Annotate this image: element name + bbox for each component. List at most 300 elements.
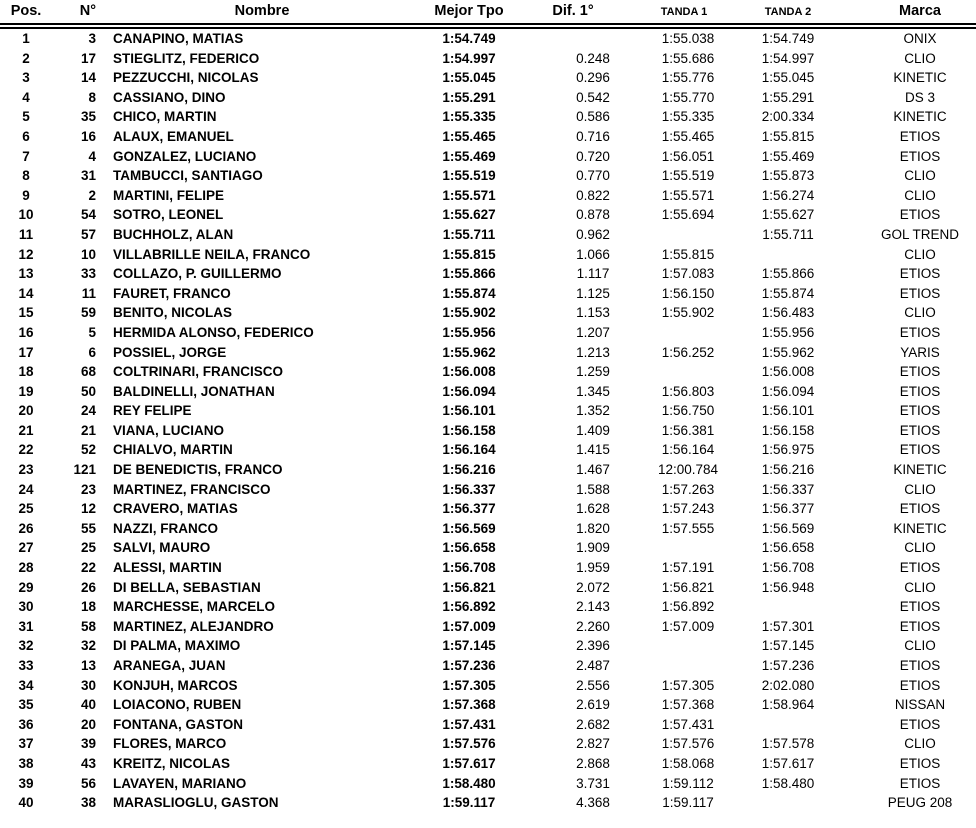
cell-session2-time: 1:56.377	[761, 501, 815, 517]
cell-position: 13	[18, 266, 34, 282]
cell-car-brand: CLIO	[904, 187, 936, 203]
cell-gap-to-first: 2.072	[576, 579, 610, 595]
cell-car-brand: YARIS	[900, 344, 940, 360]
cell-session1-time: 1:59.117	[662, 795, 714, 811]
cell-car-brand: ETIOS	[899, 266, 941, 282]
cell-session2-time: 1:56.975	[761, 442, 815, 458]
cell-position: 4	[22, 89, 30, 105]
table-row	[0, 676, 976, 696]
cell-car-brand: ONIX	[903, 31, 937, 46]
cell-position: 28	[18, 560, 34, 576]
cell-driver-name: FONTANA, GASTON	[113, 716, 243, 732]
cell-gap-to-first: 1.909	[576, 540, 610, 556]
cell-session2-time: 1:55.815	[761, 128, 815, 144]
cell-gap-to-first: 1.117	[576, 266, 610, 282]
table-row	[0, 245, 976, 265]
cell-session2-time: 1:56.483	[761, 305, 815, 321]
col-header-brand: Marca	[840, 0, 976, 26]
table-row	[0, 382, 976, 402]
table-row	[0, 460, 976, 480]
cell-car-number: 26	[80, 579, 96, 595]
cell-best-time: 1:56.008	[442, 364, 496, 380]
cell-driver-name: CASSIANO, DINO	[113, 89, 226, 105]
cell-gap-to-first: 1.628	[576, 501, 610, 517]
table-row	[0, 774, 976, 794]
cell-car-brand: ETIOS	[899, 775, 941, 791]
cell-car-number: 20	[80, 716, 96, 732]
cell-gap-to-first: 4.368	[576, 795, 610, 811]
cell-session1-time: 1:57.368	[661, 697, 715, 713]
cell-session2-time: 1:55.962	[761, 344, 815, 360]
cell-gap-to-first: 0.822	[576, 187, 610, 203]
table-row	[0, 715, 976, 735]
cell-car-number: 56	[80, 775, 96, 791]
cell-gap-to-first: 0.720	[576, 148, 610, 164]
cell-session2-time: 1:55.711	[762, 226, 814, 242]
cell-position: 5	[22, 109, 30, 125]
cell-driver-name: PEZZUCCHI, NICOLAS	[113, 70, 259, 86]
cell-car-number: 16	[80, 128, 96, 144]
cell-best-time: 1:55.962	[442, 344, 496, 360]
cell-position: 39	[18, 775, 34, 791]
cell-car-brand: CLIO	[904, 168, 936, 184]
cell-car-brand: PEUG 208	[887, 795, 953, 811]
cell-driver-name: MARTINEZ, ALEJANDRO	[113, 618, 274, 634]
cell-session2-time	[736, 715, 840, 735]
cell-driver-name: BALDINELLI, JONATHAN	[113, 383, 275, 399]
cell-session1-time: 1:56.252	[661, 344, 715, 360]
table-row	[0, 754, 976, 774]
cell-car-number: 17	[80, 50, 96, 66]
table-row	[0, 597, 976, 617]
table-row	[0, 88, 976, 108]
table-row	[0, 205, 976, 225]
cell-driver-name: COLTRINARI, FRANCISCO	[113, 364, 283, 380]
cell-car-brand: ETIOS	[899, 285, 941, 301]
cell-position: 35	[18, 697, 34, 713]
cell-car-brand: ETIOS	[899, 324, 941, 340]
cell-best-time: 1:54.997	[442, 50, 496, 66]
cell-position: 23	[18, 462, 34, 478]
cell-car-brand: ETIOS	[899, 383, 941, 399]
cell-driver-name: LOIACONO, RUBEN	[113, 697, 242, 713]
cell-session1-time: 1:57.431	[661, 716, 715, 732]
cell-car-brand: ETIOS	[899, 364, 941, 380]
cell-car-number: 40	[80, 697, 96, 713]
cell-gap-to-first: 0.770	[576, 168, 610, 184]
cell-driver-name: VIANA, LUCIANO	[113, 422, 224, 438]
cell-session1-time	[632, 636, 736, 656]
cell-session2-time: 1:56.337	[761, 481, 815, 497]
cell-best-time: 1:58.480	[442, 775, 496, 791]
cell-car-brand: ETIOS	[899, 128, 941, 144]
cell-session2-time: 1:56.158	[761, 422, 815, 438]
cell-session2-time: 1:57.578	[761, 736, 815, 752]
cell-session2-time: 1:55.045	[761, 70, 815, 86]
cell-gap-to-first: 2.487	[576, 658, 610, 673]
cell-best-time: 1:55.291	[442, 89, 496, 105]
cell-car-number: 43	[80, 755, 96, 771]
cell-session1-time: 1:55.776	[661, 70, 715, 86]
cell-session2-time: 1:58.964	[761, 697, 815, 713]
cell-driver-name: COLLAZO, P. GUILLERMO	[113, 266, 282, 282]
cell-driver-name: CHICO, MARTIN	[113, 109, 217, 125]
table-row	[0, 480, 976, 500]
cell-car-brand: KINETIC	[893, 520, 947, 536]
cell-best-time: 1:57.009	[442, 618, 496, 634]
cell-session2-time: 2:02.080	[761, 677, 815, 693]
cell-position: 34	[18, 677, 34, 693]
cell-gap-to-first: 1.820	[576, 520, 610, 536]
table-row	[0, 421, 976, 441]
cell-session2-time: 1:56.216	[761, 462, 815, 478]
cell-driver-name: ARANEGA, JUAN	[113, 658, 226, 673]
cell-position: 37	[18, 736, 34, 752]
cell-car-number: 5	[88, 324, 96, 340]
cell-car-number: 14	[80, 70, 96, 86]
cell-session1-time: 1:58.068	[661, 755, 715, 771]
table-row	[0, 186, 976, 206]
cell-position: 6	[22, 128, 30, 144]
cell-session1-time: 1:56.750	[661, 403, 715, 419]
cell-best-time: 1:56.094	[442, 383, 496, 399]
cell-position: 11	[18, 226, 34, 242]
cell-session1-time: 1:56.821	[661, 579, 715, 595]
cell-driver-name: STIEGLITZ, FEDERICO	[113, 50, 260, 66]
cell-best-time: 1:56.337	[442, 481, 496, 497]
table-row	[0, 617, 976, 637]
cell-best-time: 1:57.431	[442, 716, 496, 732]
cell-best-time: 1:55.874	[442, 285, 496, 301]
cell-gap-to-first: 1.588	[576, 481, 610, 497]
cell-driver-name: TAMBUCCI, SANTIAGO	[113, 168, 263, 184]
cell-car-brand: ETIOS	[899, 755, 941, 771]
cell-car-brand: KINETIC	[893, 70, 947, 86]
table-row	[0, 166, 976, 186]
cell-best-time: 1:55.335	[442, 109, 496, 125]
cell-car-number: 55	[80, 520, 96, 536]
cell-best-time: 1:59.117	[442, 795, 496, 811]
cell-driver-name: NAZZI, FRANCO	[113, 520, 218, 536]
cell-session1-time: 1:57.576	[661, 736, 715, 752]
table-row	[0, 538, 976, 558]
table-row	[0, 264, 976, 284]
cell-session1-time: 1:55.335	[661, 109, 715, 125]
cell-session2-time: 1:54.997	[761, 50, 815, 66]
cell-driver-name: HERMIDA ALONSO, FEDERICO	[113, 324, 314, 340]
cell-position: 18	[18, 364, 34, 380]
cell-best-time: 1:57.617	[442, 755, 496, 771]
cell-car-brand: ETIOS	[899, 148, 941, 164]
cell-position: 21	[18, 422, 34, 438]
cell-session2-time: 1:57.145	[761, 638, 815, 654]
cell-driver-name: MARASLIOGLU, GASTON	[113, 795, 279, 811]
cell-best-time: 1:56.892	[442, 599, 496, 615]
cell-driver-name: GONZALEZ, LUCIANO	[113, 148, 257, 164]
cell-car-number: 4	[88, 148, 96, 164]
cell-driver-name: VILLABRILLE NEILA, FRANCO	[113, 246, 311, 262]
cell-car-number: 58	[80, 618, 96, 634]
cell-session2-time: 1:56.708	[761, 560, 815, 576]
cell-position: 15	[18, 305, 34, 321]
cell-gap-to-first: 1.259	[576, 364, 610, 380]
cell-session2-time: 1:56.948	[761, 579, 815, 595]
cell-gap-to-first: 2.868	[576, 755, 610, 771]
cell-session1-time: 1:55.902	[661, 305, 715, 321]
cell-session1-time: 1:55.770	[661, 89, 715, 105]
cell-driver-name: BENITO, NICOLAS	[113, 305, 233, 321]
cell-gap-to-first: 3.731	[576, 775, 610, 791]
cell-gap-to-first: 2.556	[576, 677, 610, 693]
cell-gap-to-first: 1.409	[576, 422, 610, 438]
cell-car-number: 18	[80, 599, 96, 615]
cell-best-time: 1:55.519	[442, 168, 496, 184]
cell-car-brand: CLIO	[904, 638, 936, 654]
cell-driver-name: CHIALVO, MARTIN	[113, 442, 233, 458]
cell-gap-to-first: 2.619	[576, 697, 610, 713]
cell-session1-time	[632, 225, 736, 245]
header-row	[0, 0, 976, 26]
cell-gap-to-first: 1.415	[576, 442, 610, 458]
cell-driver-name: DE BENEDICTIS, FRANCO	[113, 462, 283, 478]
cell-position: 12	[18, 246, 34, 262]
table-row	[0, 343, 976, 363]
cell-session1-time: 1:57.305	[661, 677, 715, 693]
cell-session1-time: 1:59.112	[662, 775, 714, 791]
cell-session1-time: 1:57.263	[661, 481, 715, 497]
cell-session2-time: 1:55.956	[761, 324, 815, 340]
cell-driver-name: ALAUX, EMANUEL	[113, 128, 234, 144]
cell-car-number: 57	[80, 226, 96, 242]
cell-gap-to-first: 1.066	[576, 246, 610, 262]
cell-position: 33	[18, 658, 34, 673]
cell-gap-to-first: 0.716	[576, 128, 610, 144]
cell-car-number: 2	[88, 187, 96, 203]
cell-gap-to-first: 0.878	[576, 207, 610, 223]
cell-gap-to-first: 2.396	[576, 638, 610, 654]
table-row	[0, 107, 976, 127]
cell-position: 1	[22, 31, 30, 46]
cell-position: 2	[22, 50, 30, 66]
cell-best-time: 1:56.658	[442, 540, 496, 556]
cell-car-number: 13	[80, 658, 96, 673]
cell-session2-time: 2:00.334	[761, 109, 815, 125]
table-row	[0, 127, 976, 147]
cell-gap-to-first: 2.260	[576, 618, 610, 634]
cell-car-brand: DS 3	[904, 89, 935, 105]
cell-car-brand: CLIO	[904, 481, 936, 497]
cell-gap-to-first: 1.345	[576, 383, 610, 399]
cell-driver-name: BUCHHOLZ, ALAN	[113, 226, 234, 242]
table-row	[0, 578, 976, 598]
cell-car-brand: CLIO	[904, 579, 936, 595]
cell-gap-to-first: 0.248	[576, 50, 610, 66]
cell-position: 20	[18, 403, 34, 419]
cell-position: 29	[18, 579, 34, 595]
cell-car-number: 8	[88, 89, 96, 105]
cell-session2-time: 1:58.480	[761, 775, 815, 791]
cell-driver-name: ALESSI, MARTIN	[113, 560, 222, 576]
cell-best-time: 1:56.377	[442, 501, 496, 517]
cell-car-brand: ETIOS	[899, 501, 941, 517]
cell-gap-to-first: 1.153	[576, 305, 610, 321]
cell-best-time: 1:57.368	[442, 697, 496, 713]
cell-gap-to-first: 0.542	[576, 89, 610, 105]
cell-car-number: 38	[80, 795, 96, 811]
cell-session1-time: 1:55.519	[661, 168, 715, 184]
table-row	[0, 793, 976, 813]
cell-session1-time: 1:55.815	[661, 246, 715, 262]
cell-gap-to-first: 0.586	[576, 109, 610, 125]
cell-best-time: 1:55.045	[442, 70, 496, 86]
cell-car-number: 32	[80, 638, 96, 654]
cell-session1-time: 1:57.009	[661, 618, 715, 634]
cell-session1-time: 1:55.686	[661, 50, 715, 66]
col-header-session-1: TANDA 1	[632, 0, 736, 26]
cell-position: 16	[18, 324, 34, 340]
cell-session1-time: 1:55.571	[661, 187, 715, 203]
cell-car-number: 25	[80, 540, 96, 556]
cell-session2-time: 1:55.873	[761, 168, 815, 184]
col-header-name: Nombre	[100, 0, 424, 26]
cell-position: 26	[18, 520, 34, 536]
col-header-best-time: Mejor Tpo	[424, 0, 514, 26]
table-row	[0, 499, 976, 519]
cell-session2-time: 1:56.094	[761, 383, 815, 399]
cell-best-time: 1:56.821	[442, 579, 496, 595]
cell-driver-name: DI BELLA, SEBASTIAN	[113, 579, 261, 595]
cell-session1-time: 1:55.038	[661, 31, 715, 46]
cell-best-time: 1:55.465	[442, 128, 496, 144]
cell-car-brand: GOL TREND	[880, 226, 959, 242]
cell-position: 10	[18, 207, 34, 223]
cell-driver-name: FAURET, FRANCO	[113, 285, 231, 301]
cell-session1-time: 1:57.243	[661, 501, 715, 517]
cell-position: 27	[18, 540, 34, 556]
cell-driver-name: POSSIEL, JORGE	[113, 344, 227, 360]
table-row	[0, 49, 976, 69]
cell-best-time: 1:57.576	[442, 736, 496, 752]
cell-position: 30	[18, 599, 34, 615]
cell-car-brand: ETIOS	[899, 422, 941, 438]
cell-driver-name: LAVAYEN, MARIANO	[113, 775, 247, 791]
table-row	[0, 225, 976, 245]
cell-session1-time: 1:55.694	[661, 207, 715, 223]
cell-gap-to-first: 2.827	[576, 736, 610, 752]
cell-session1-time: 1:56.164	[661, 442, 715, 458]
cell-car-number: 21	[80, 422, 96, 438]
cell-session2-time: 1:55.291	[761, 89, 815, 105]
cell-session1-time: 1:56.051	[661, 148, 715, 164]
cell-car-number: 24	[80, 403, 96, 419]
cell-car-brand: ETIOS	[899, 658, 941, 673]
cell-driver-name: KONJUH, MARCOS	[113, 677, 238, 693]
cell-session2-time: 1:57.301	[761, 618, 815, 634]
cell-session2-time	[736, 245, 840, 265]
cell-position: 32	[18, 638, 34, 654]
cell-car-number: 31	[80, 168, 96, 184]
cell-car-brand: NISSAN	[894, 697, 946, 713]
table-row	[0, 68, 976, 88]
cell-car-brand: CLIO	[904, 736, 936, 752]
cell-driver-name: SALVI, MAURO	[113, 540, 211, 556]
cell-session1-time	[632, 323, 736, 343]
cell-session1-time	[632, 538, 736, 558]
cell-best-time: 1:57.145	[442, 638, 496, 654]
cell-driver-name: SOTRO, LEONEL	[113, 207, 224, 223]
col-header-car-number: N°	[52, 0, 100, 26]
cell-driver-name: MARTINEZ, FRANCISCO	[113, 481, 271, 497]
table-row	[0, 401, 976, 421]
cell-car-brand: CLIO	[904, 540, 936, 556]
cell-best-time: 1:56.101	[442, 403, 496, 419]
cell-position: 19	[18, 383, 34, 399]
cell-session2-time: 1:54.749	[761, 31, 815, 46]
cell-best-time: 1:54.749	[442, 31, 496, 46]
cell-best-time: 1:55.815	[442, 246, 496, 262]
table-row	[0, 147, 976, 167]
cell-driver-name: DI PALMA, MAXIMO	[113, 638, 241, 654]
cell-car-number: 22	[80, 560, 96, 576]
cell-gap-to-first: 1.213	[576, 344, 610, 360]
cell-position: 36	[18, 716, 34, 732]
table-row	[0, 440, 976, 460]
table-row	[0, 284, 976, 304]
cell-session1-time: 1:57.083	[661, 266, 715, 282]
cell-car-brand: ETIOS	[899, 442, 941, 458]
cell-session2-time: 1:57.236	[761, 658, 815, 673]
col-header-session-2: TANDA 2	[736, 0, 840, 26]
cell-session2-time: 1:56.658	[761, 540, 815, 556]
cell-session1-time: 1:57.191	[661, 560, 715, 576]
cell-car-number: 30	[80, 677, 96, 693]
cell-session1-time	[632, 656, 736, 676]
cell-car-number: 10	[80, 246, 96, 262]
cell-car-brand: CLIO	[904, 246, 936, 262]
cell-car-number: 68	[80, 364, 96, 380]
cell-car-brand: KINETIC	[893, 109, 947, 125]
cell-session2-time	[736, 793, 840, 813]
cell-car-brand: ETIOS	[899, 403, 941, 419]
cell-session1-time: 1:56.803	[661, 383, 715, 399]
cell-gap-to-first: 1.959	[576, 560, 610, 576]
cell-best-time: 1:55.627	[442, 207, 496, 223]
cell-session1-time: 1:56.892	[661, 599, 715, 615]
cell-gap-to-first: 2.682	[576, 716, 610, 732]
cell-driver-name: MARTINI, FELIPE	[113, 187, 224, 203]
cell-car-number: 59	[80, 305, 96, 321]
cell-best-time: 1:55.469	[442, 148, 496, 164]
cell-best-time: 1:55.711	[442, 226, 496, 242]
cell-session2-time: 1:56.274	[761, 187, 815, 203]
cell-gap-to-first	[514, 26, 632, 49]
table-row	[0, 636, 976, 656]
table-row	[0, 656, 976, 676]
cell-session2-time: 1:56.008	[761, 364, 815, 380]
cell-car-number: 121	[73, 462, 96, 478]
cell-position: 40	[18, 795, 34, 811]
col-header-position: Pos.	[0, 0, 52, 26]
cell-session2-time: 1:55.627	[761, 207, 815, 223]
table-row	[0, 695, 976, 715]
table-row	[0, 362, 976, 382]
cell-session1-time: 12:00.784	[657, 462, 719, 478]
cell-best-time: 1:57.236	[442, 658, 496, 673]
cell-session1-time: 1:56.381	[661, 422, 715, 438]
cell-car-brand: ETIOS	[899, 560, 941, 576]
cell-car-number: 39	[80, 736, 96, 752]
cell-driver-name: KREITZ, NICOLAS	[113, 755, 230, 771]
